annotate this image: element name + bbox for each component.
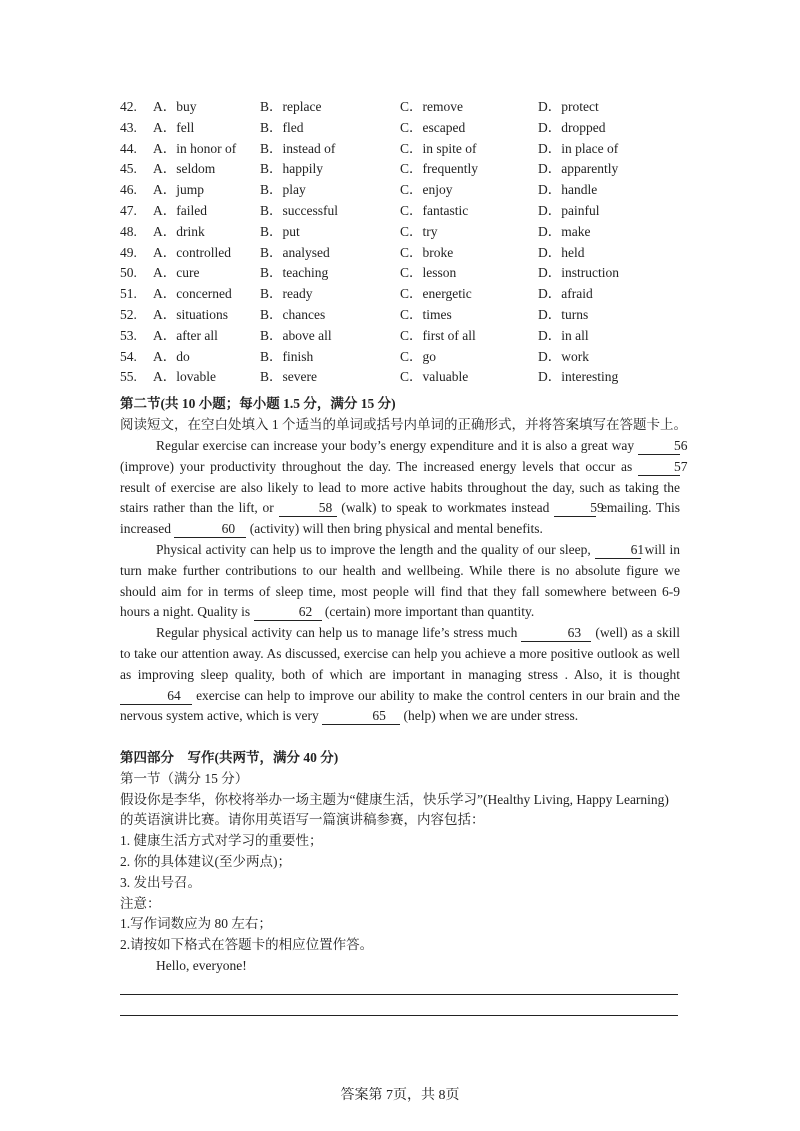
passage-text: emailing. This increased	[120, 500, 681, 537]
section2-header	[120, 394, 687, 436]
question-number: 46.	[120, 182, 137, 198]
blank-61[interactable]: 61	[595, 541, 641, 559]
reading-passage	[120, 436, 688, 727]
passage-text: (certain) more important than quantity.	[324, 604, 535, 620]
option-b[interactable]: B．severe	[260, 369, 317, 385]
option-b[interactable]: B．instead of	[260, 140, 336, 156]
section2-instruction: 阅读短文，在空白处填入 1 个适当的单词或括号内单词的正确形式，并将答案填写在答题卡上。	[120, 416, 687, 432]
option-a[interactable]: A．after all	[153, 327, 218, 343]
blank-62[interactable]: 62	[254, 603, 322, 621]
option-d[interactable]: D．interesting	[538, 369, 619, 385]
option-d[interactable]: D．protect	[538, 99, 599, 114]
passage-text: exercise can help to improve our ability to make the control centers in our brain and the nervous system active, which is very	[120, 687, 681, 724]
option-b[interactable]: B．chances	[260, 306, 326, 322]
option-a[interactable]: A．lovable	[153, 369, 216, 385]
option-c[interactable]: C．fantastic	[400, 202, 469, 218]
option-a[interactable]: A．situations	[153, 306, 229, 322]
option-d[interactable]: D．instruction	[538, 265, 619, 281]
option-a[interactable]: A．concerned	[153, 286, 232, 302]
question-number: 53.	[120, 327, 137, 343]
option-row	[120, 305, 700, 326]
option-b[interactable]: B．play	[260, 182, 306, 198]
option-d[interactable]: D．handle	[538, 182, 598, 198]
option-b[interactable]: B．fled	[260, 119, 304, 135]
option-d[interactable]: D．turns	[538, 306, 589, 322]
passage-text: (walk) to speak to workmates instead	[341, 500, 550, 516]
option-a[interactable]: A．fell	[153, 119, 195, 135]
writing-line[interactable]	[120, 994, 678, 995]
note-label: 注意：	[120, 895, 161, 911]
option-d[interactable]: D．in all	[538, 327, 589, 343]
option-d[interactable]: D．work	[538, 348, 589, 364]
passage-text: (help) when we are under stress.	[403, 708, 579, 724]
task-line-2: 的英语演讲比赛。请你用英语写一篇演讲稿参赛，内容包括：	[120, 812, 485, 828]
option-row	[120, 222, 700, 243]
option-a[interactable]: A．jump	[153, 182, 205, 198]
blank-65[interactable]: 65	[322, 707, 400, 725]
blank-60[interactable]: 60	[174, 520, 246, 538]
option-d[interactable]: D．dropped	[538, 119, 606, 135]
passage-text: (activity) will then bring physical and mental benefits.	[249, 521, 543, 537]
option-list	[120, 97, 700, 388]
section2-heading: 第二节(共 10 小题；每小题 1.5 分，满分 15 分)	[120, 396, 396, 411]
passage-paragraph-3	[120, 623, 680, 727]
passage-text: result of exercise are also likely to lead to more active habits throughout the day, such as taking the stairs rather than the lift, or	[120, 479, 680, 516]
part4-subheading: 第一节（满分 15 分）	[120, 770, 249, 786]
question-number: 51.	[120, 286, 137, 302]
blank-56[interactable]: 56	[638, 437, 680, 455]
question-number: 47.	[120, 202, 137, 218]
option-c[interactable]: C．lesson	[400, 265, 457, 281]
option-row	[120, 243, 700, 264]
question-number: 43.	[120, 119, 137, 135]
passage-text: Physical activity can help us to improve the length and the quality of our sleep,	[156, 541, 591, 557]
option-c[interactable]: C．first of all	[400, 327, 476, 343]
option-a[interactable]: A．drink	[153, 223, 205, 239]
writing-section	[120, 748, 680, 977]
option-row	[120, 347, 700, 368]
option-a[interactable]: A．buy	[153, 99, 197, 114]
option-c[interactable]: C．in spite of	[400, 140, 477, 156]
question-number: 54.	[120, 348, 137, 364]
option-c[interactable]: C．frequently	[400, 161, 478, 177]
option-row	[120, 367, 700, 388]
option-b[interactable]: B．above all	[260, 327, 332, 343]
question-number: 55.	[120, 369, 137, 385]
note-1: 1.写作词数应为 80 左右；	[120, 916, 272, 932]
passage-text: Regular physical activity can help us to manage life’s stress much	[156, 625, 518, 641]
blank-63[interactable]: 63	[521, 624, 591, 642]
question-number: 42.	[120, 99, 137, 114]
question-number: 45.	[120, 161, 137, 177]
option-b[interactable]: B．put	[260, 223, 300, 239]
blank-59[interactable]: 59	[554, 499, 596, 517]
option-b[interactable]: B．replace	[260, 99, 322, 114]
question-number: 50.	[120, 265, 137, 281]
option-c[interactable]: C．try	[400, 223, 438, 239]
option-row	[120, 139, 700, 160]
option-c[interactable]: C．escaped	[400, 119, 466, 135]
note-2: 2.请按如下格式在答题卡的相应位置作答。	[120, 937, 374, 953]
content-item-1: 1. 健康生活方式对学习的重要性；	[120, 833, 323, 849]
option-a[interactable]: A．failed	[153, 202, 207, 218]
option-c[interactable]: C．remove	[400, 99, 463, 114]
question-number: 48.	[120, 223, 137, 239]
greeting: Hello, everyone!	[156, 957, 247, 973]
option-d[interactable]: D．held	[538, 244, 585, 260]
option-row	[120, 180, 700, 201]
option-c[interactable]: C．broke	[400, 244, 454, 260]
question-number: 52.	[120, 306, 137, 322]
passage-text: (improve) your productivity throughout the day. The increased energy levels that occur as	[120, 458, 633, 474]
option-d[interactable]: D．afraid	[538, 286, 593, 302]
task-line-1: 假设你是李华，你校将举办一场主题为“健康生活，快乐学习”(Healthy Living, Happy Learning)	[120, 791, 669, 807]
option-d[interactable]: D．painful	[538, 202, 600, 218]
option-a[interactable]: A．seldom	[153, 161, 216, 177]
blank-58[interactable]: 58	[279, 499, 337, 517]
option-b[interactable]: B．analysed	[260, 244, 330, 260]
option-row	[120, 284, 700, 305]
passage-text: Regular exercise can increase your body’s energy expenditure and it is also a great way	[156, 438, 635, 453]
question-number: 44.	[120, 140, 137, 156]
option-row	[120, 159, 700, 180]
option-b[interactable]: B．successful	[260, 202, 338, 218]
content-item-2: 2. 你的具体建议(至少两点)；	[120, 853, 291, 869]
passage-paragraph-2	[120, 540, 680, 623]
passage-paragraph-1	[120, 436, 688, 540]
passage-text: will in turn make further contributions to our health and wellbeing. While there is no absolute figure we should aim for in terms of sleep time, most people will find that they fall somewhere between 6-9 hours a night. Quality is	[120, 541, 681, 620]
option-b[interactable]: B．teaching	[260, 265, 329, 281]
option-a[interactable]: A．cure	[153, 265, 200, 281]
option-row	[120, 97, 700, 118]
option-d[interactable]: D．apparently	[538, 161, 619, 177]
option-b[interactable]: B．finish	[260, 348, 314, 364]
option-c[interactable]: C．valuable	[400, 369, 469, 385]
option-c[interactable]: C．energetic	[400, 286, 472, 302]
option-row	[120, 118, 700, 139]
writing-line[interactable]	[120, 1015, 678, 1016]
option-b[interactable]: B．happily	[260, 161, 323, 177]
option-row	[120, 263, 700, 284]
question-number: 49.	[120, 244, 137, 260]
option-row	[120, 326, 700, 347]
option-c[interactable]: C．enjoy	[400, 182, 453, 198]
option-b[interactable]: B．ready	[260, 286, 313, 302]
option-row	[120, 201, 700, 222]
option-d[interactable]: D．make	[538, 223, 591, 239]
blank-64[interactable]: 64	[120, 687, 192, 705]
option-c[interactable]: C．go	[400, 348, 437, 364]
option-a[interactable]: A．do	[153, 348, 190, 364]
option-a[interactable]: A．controlled	[153, 244, 231, 260]
page-footer: 答案第 7页，共 8页	[340, 1088, 460, 1103]
passage-text: (well) as a skill to take our attention away. As discussed, exercise can help you achieve a more positive outlook as well as improving sleep quality, both of which are important in managing stress . Also, it is thought	[120, 625, 681, 682]
option-c[interactable]: C．times	[400, 306, 452, 322]
option-a[interactable]: A．in honor of	[153, 140, 237, 156]
content-item-3: 3. 发出号召。	[120, 874, 201, 890]
part4-heading: 第四部分 写作(共两节，满分 40 分)	[120, 750, 339, 765]
blank-57[interactable]: 57	[638, 458, 680, 476]
option-d[interactable]: D．in place of	[538, 140, 619, 156]
